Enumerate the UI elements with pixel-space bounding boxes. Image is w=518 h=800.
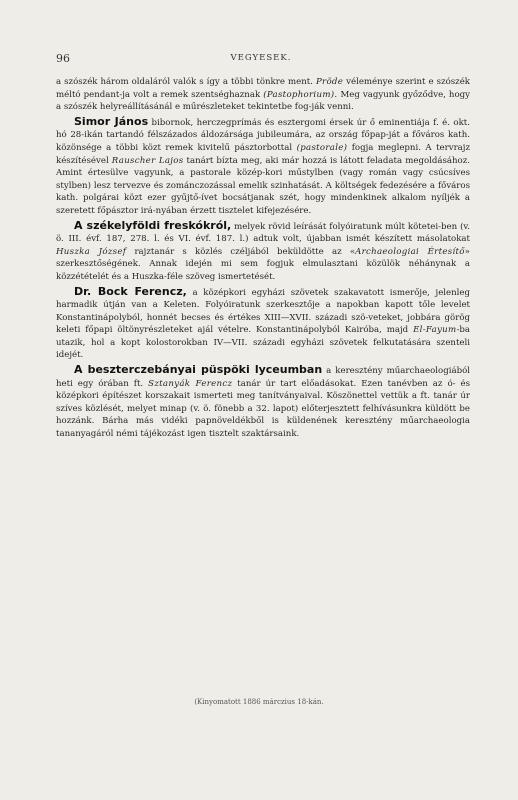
paragraph-lyceum [56, 364, 470, 441]
text-run: melyek rövid leírását folyóiratunk múlt kötetei-ben (v. ö. III. évf. 187, 278. l. és VI. évf. 187. l.) adtuk volt, újabban ismét készített másolatokat [56, 221, 470, 245]
running-title: VEGYESEK. [230, 53, 292, 63]
text-run: fogja meglepni. A tervrajz készítésével [56, 142, 470, 166]
italic-term: (pastorale) [296, 142, 348, 153]
lead-name: Dr. Bock Ferencz, [74, 284, 187, 298]
lead-name: A székelyföldi freskókról, [74, 218, 232, 232]
paragraph-bock [56, 286, 470, 363]
italic-name: Pröde [315, 77, 344, 87]
italic-name: Huszka József [56, 246, 127, 257]
italic-term: (Pastophorium). [263, 89, 338, 100]
text-run: Meg vagyunk győződve, hogy a szószék helyreállításánál e műrészleteket tekintetbe fog-ják venni. [56, 89, 470, 113]
text-run: -ba utazik, hol a kopt kolostorokban IV—VII. századi egyházi szövetek felkutatására szenteli idejét. [56, 325, 470, 361]
text-run: tanárt bízta meg, aki már hozzá is látott feladata megoldásához. Amint értesülve vagyunk, a pastorale közép-kori műstylben (vagy román vagy csúcsíves stylben) lesz tervezve és zománczozással emelik szinhatását. A költségek fedezésére a főváros kath. polgárai közt ezer gyűjtő-ívet bocsátjanak szét, hogy mindenkinek alkalom nyíljék a szeretett főpásztor irá-nyában érzett tisztelet kifejezésére. [56, 155, 470, 216]
italic-name: Sztanyák Ferencz [148, 378, 233, 389]
text-run: a középkori egyházi szövetek szakavatott ismerője, jelenleg harmadik útján van a Keleten. Folyóiratunk szerkesztője a napokban kapott tőle levelet Konstantinápolyból, honnét becses és értékes XIII—XVII. századi szö-veteket, jobbára görög keleti főpapi öltönyrészleteket ajál vételre. Konstantinápolyból Kairóba, majd [56, 287, 470, 336]
print-date-note: (Kinyomatott 1886 márczius 18-kán. [194, 698, 324, 706]
text-run: véleménye szerint e szószék méltó pendant-ja volt a remek szentséghaznak [56, 77, 470, 100]
text-run: a keresztény műarchaeologiából heti egy órában ft. [56, 366, 470, 389]
lead-name: A beszterczebányai püspöki lyceumban [74, 363, 323, 377]
italic-place: El-Fayum [413, 325, 457, 336]
text-run: tanár úr tart előadásokat. Ezen tanévben az ó- és középkori építészet korszakait ismerteti meg tanítványaival. Köszönettel vettük a ft. tanár úr szíves közlését, melyet minap (v. ö. fönebb a 32. lapot) előterjesztett felhívásunkra küldött be hozzánk. Bárha más vidéki papnöveldékből is küldenének keresztény műarchaeologia tananyagáról némi tájékozást igen tisztelt szaktársaink. [56, 378, 470, 440]
paragraph-simor [56, 116, 470, 218]
article-body [56, 76, 470, 443]
text-run: bibornok, herczegprímás és esztergomi érsek úr ő eminentiája f. é. okt. hó 28-ikán tartandó félszázados áldozársága jubileumára, az ország főpap-ját a főváros kath. közönsége a többi közt remek kivitelű pásztorbottal [56, 117, 470, 153]
paragraph-szoszek [56, 76, 470, 114]
paragraph-freskok [56, 220, 470, 284]
italic-journal: Archaeologiai Értesítő [355, 246, 465, 257]
page-header [56, 52, 466, 66]
lead-name: Simor János [74, 114, 149, 128]
page-number: 96 [56, 52, 70, 65]
text-run: » szerkesztőségének. Annak idején mi sem fogjuk elmulasztani közülök néhánynak a közzétételét és a Huszka-féle szöveg ismertetését. [56, 246, 470, 282]
italic-name: Rauscher Lajos [111, 155, 184, 166]
text-run: a szószék három oldaláról valók s így a többi tönkre ment. [56, 77, 316, 87]
text-run: rajztanár s közlés czéljából beküldötte az « [126, 246, 356, 257]
